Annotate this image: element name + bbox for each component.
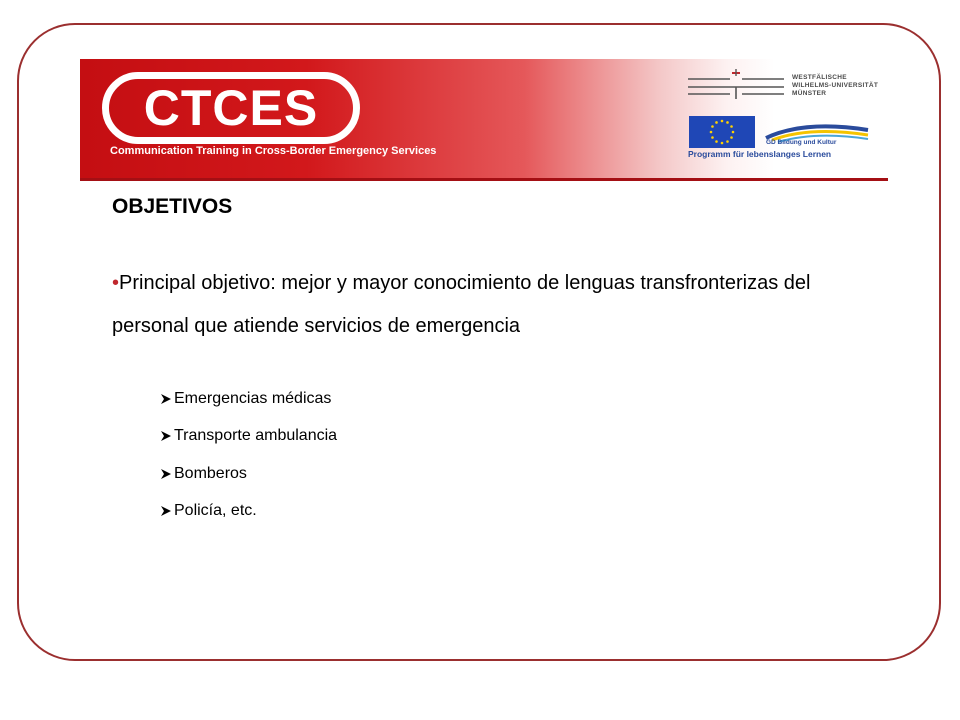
bullet-dot: • <box>112 272 120 294</box>
list-item <box>160 380 337 418</box>
list-item-text: Transporte ambulancia <box>174 427 338 445</box>
eu-star-icon <box>715 121 718 124</box>
banner-subtitle: Communication Training in Cross-Border Emergency Services <box>110 145 437 157</box>
list-item <box>160 493 337 531</box>
main-bullet-text: Principal objetivo: mejor y mayor conocimiento de lenguas transfronterizas del personal que atiende servicios de emergencia <box>112 272 811 337</box>
list-item <box>160 418 337 456</box>
arrowhead-bullet-icon <box>160 393 172 405</box>
list-item-text: Bomberos <box>174 464 247 482</box>
eu-star-icon <box>730 136 733 139</box>
programm-label: Programm für lebenslanges Lernen <box>688 149 832 159</box>
list-item-text: Emergencias médicas <box>174 389 332 407</box>
main-bullet <box>112 262 872 348</box>
eu-star-icon <box>711 136 714 139</box>
eu-star-icon <box>721 142 724 145</box>
eu-flag-icon <box>689 116 755 148</box>
eu-star-icon <box>732 131 735 134</box>
arrowhead-bullet-icon <box>160 505 172 517</box>
eu-star-icon <box>710 131 713 134</box>
arrowhead-bullet-icon <box>160 468 172 480</box>
eu-star-icon <box>711 125 714 128</box>
slide-title: OBJETIVOS <box>112 195 233 218</box>
eu-star-icon <box>715 140 718 143</box>
list-item-text: Policía, etc. <box>174 502 257 520</box>
arrowhead-bullet-icon <box>160 430 172 442</box>
eu-star-icon <box>730 125 733 128</box>
header-banner <box>80 59 888 181</box>
gd-label: GD Bildung und Kultur <box>766 139 837 146</box>
sub-bullet-list <box>160 380 337 530</box>
eu-star-icon <box>721 120 724 123</box>
eu-star-icon <box>726 140 729 143</box>
university-mark-icon <box>686 67 786 101</box>
ctces-logo <box>102 72 360 144</box>
eu-star-icon <box>726 121 729 124</box>
university-name: WESTFÄLISCHE WILHELMS-UNIVERSITÄT MÜNSTER <box>792 74 879 97</box>
list-item <box>160 455 337 493</box>
logo-text: CTCES <box>143 80 319 136</box>
